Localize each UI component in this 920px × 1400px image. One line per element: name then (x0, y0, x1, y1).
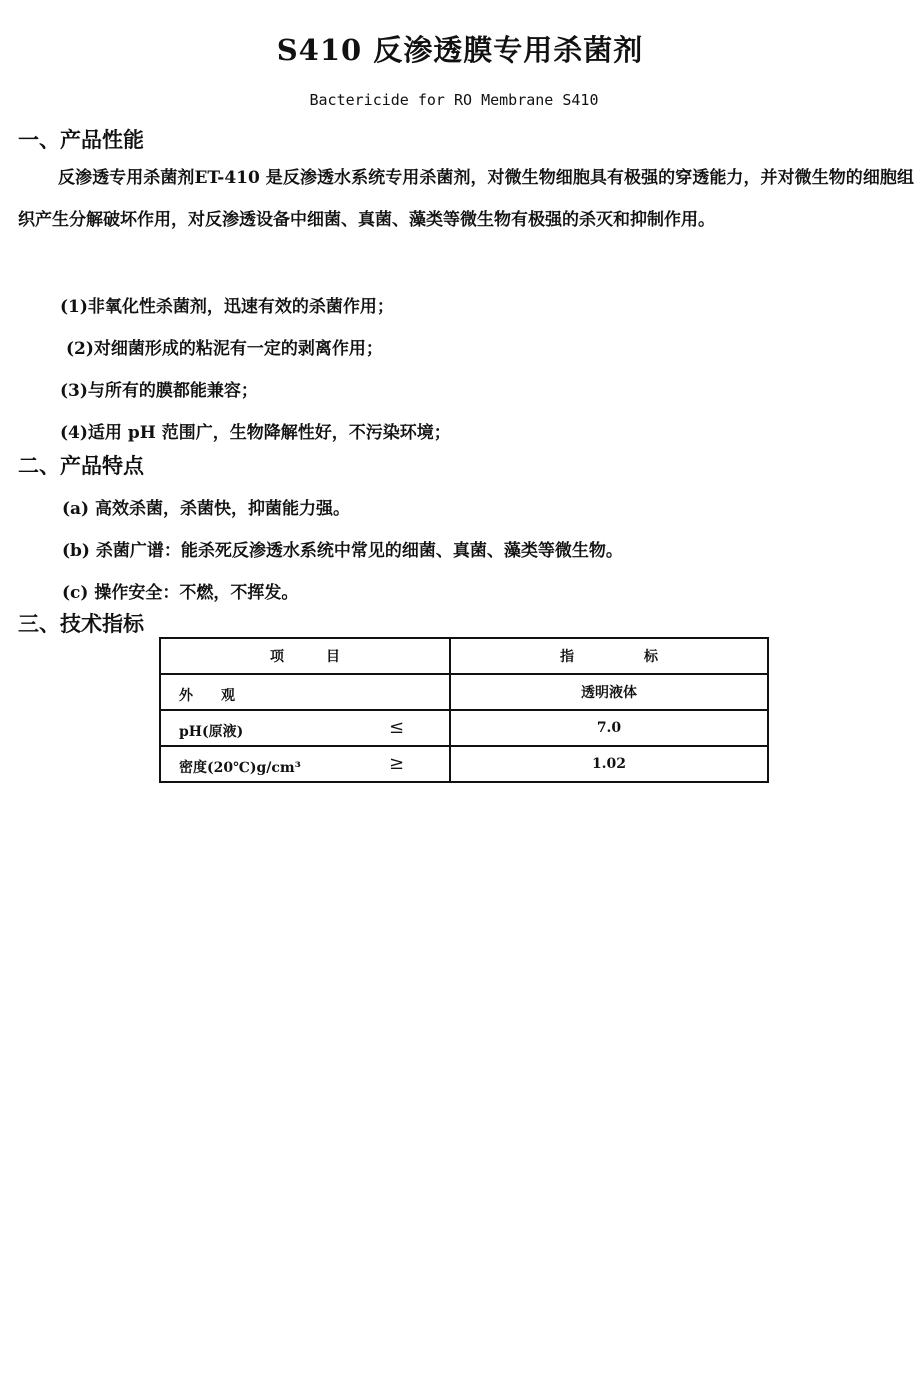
spec-item-cell (160, 674, 450, 710)
performance-item: (2)对细菌形成的粘泥有一定的剥离作用； (66, 339, 383, 359)
table-header-row (160, 638, 768, 674)
section-heading-performance: 一、产品性能 (18, 127, 144, 152)
greater-equal-symbol: ≥ (389, 753, 405, 774)
feature-item: (a) 高效杀菌，杀菌快，抑菌能力强。 (62, 499, 351, 519)
feature-item: (c) 操作安全：不燃，不挥发。 (62, 583, 299, 603)
performance-paragraph: 反渗透专用杀菌剂ET-410 是反渗透水系统专用杀菌剂，对微生物细胞具有极强的穿透能力，并对微生物的细胞组织产生分解破坏作用，对反渗透设备中细菌、真菌、藻类等微生物有极强的杀灭和抑制作用。 (18, 168, 914, 230)
section-heading-features: 二、产品特点 (18, 453, 144, 478)
section-heading-specs: 三、技术指标 (18, 611, 144, 636)
table-row (160, 674, 768, 710)
spec-item-label: 外 观 (179, 688, 235, 704)
document-title: S410 反渗透膜专用杀菌剂 (276, 33, 644, 67)
performance-item: (4)适用 pH 范围广，生物降解性好，不污染环境； (60, 423, 451, 443)
spec-item-cell (160, 746, 450, 782)
spec-value: 1.02 (450, 746, 768, 782)
table-row (160, 710, 768, 746)
less-equal-symbol: ≤ (389, 717, 405, 738)
document-subtitle: Bactericide for RO Membrane S410 (309, 91, 599, 109)
spec-value: 7.0 (450, 710, 768, 746)
spec-value: 透明液体 (450, 674, 768, 710)
header-value: 指 标 (450, 638, 768, 674)
spec-item-cell (160, 710, 450, 746)
spec-item-label: 密度(20℃)g/cm³ (179, 760, 301, 776)
performance-item: (1)非氧化性杀菌剂，迅速有效的杀菌作用； (60, 297, 394, 317)
feature-item: (b) 杀菌广谱：能杀死反渗透水系统中常见的细菌、真菌、藻类等微生物。 (62, 541, 623, 561)
performance-item: (3)与所有的膜都能兼容； (60, 381, 258, 401)
table-row (160, 746, 768, 782)
spec-item-label: pH(原液) (179, 724, 244, 740)
header-item: 项 目 (160, 638, 450, 674)
spec-table (159, 637, 769, 783)
